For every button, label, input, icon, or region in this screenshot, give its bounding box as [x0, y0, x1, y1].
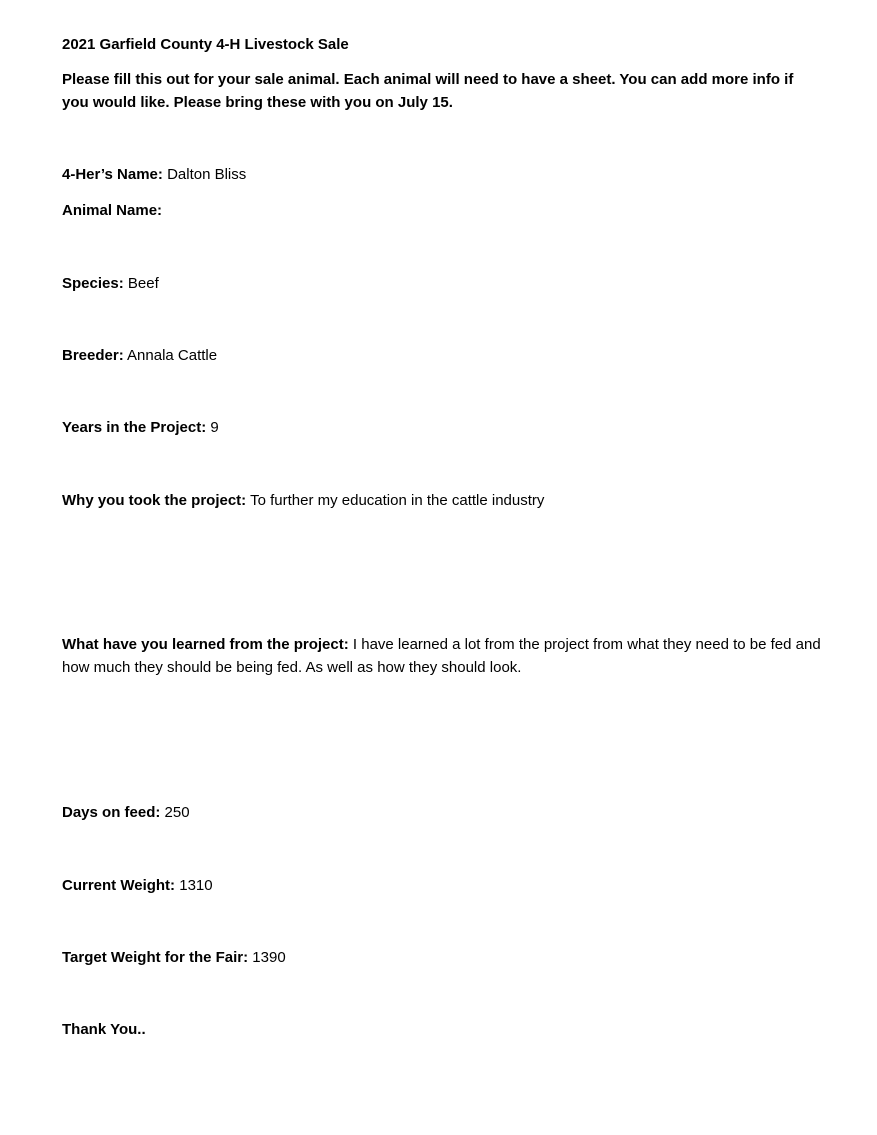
field-label: 4-Her’s Name:	[62, 166, 163, 183]
field-breeder	[62, 344, 822, 367]
field-target-weight	[62, 946, 822, 969]
field-label: Breeder:	[62, 347, 124, 364]
field-years-in-project	[62, 416, 822, 439]
field-days-on-feed	[62, 801, 822, 824]
field-4her-name	[62, 163, 822, 186]
field-value: I have learned a lot from the project from what they need to be fed and how much they should be being fed. As well as how they should look.	[62, 636, 821, 676]
field-label: Days on feed:	[62, 804, 161, 821]
field-value: Beef	[127, 275, 159, 292]
field-why-project	[62, 489, 822, 512]
field-label: What have you learned from the project:	[62, 636, 349, 653]
field-label: Why you took the project:	[62, 492, 247, 509]
field-current-weight	[62, 874, 822, 897]
field-value: To further my education in the cattle industry	[250, 492, 545, 509]
field-value: Annala Cattle	[127, 347, 218, 364]
field-label: Species:	[62, 275, 124, 292]
field-value: 250	[164, 804, 190, 821]
field-label: Animal Name:	[62, 202, 163, 219]
field-value: 1390	[252, 949, 286, 966]
field-animal-name	[62, 199, 822, 222]
form-instructions: Please fill this out for your sale animal. Each animal will need to have a sheet. You can add more info if you would like. Please bring these with you on July 15.	[62, 71, 794, 111]
field-value: Dalton Bliss	[167, 166, 247, 183]
closing-text: Thank You..	[62, 1021, 146, 1038]
field-what-learned	[62, 633, 822, 679]
field-label: Years in the Project:	[62, 419, 207, 436]
field-value: 1310	[179, 877, 213, 894]
field-label: Target Weight for the Fair:	[62, 949, 249, 966]
form-title: 2021 Garfield County 4-H Livestock Sale	[62, 36, 349, 53]
field-species	[62, 272, 822, 295]
field-label: Current Weight:	[62, 877, 176, 894]
field-value: 9	[210, 419, 219, 436]
